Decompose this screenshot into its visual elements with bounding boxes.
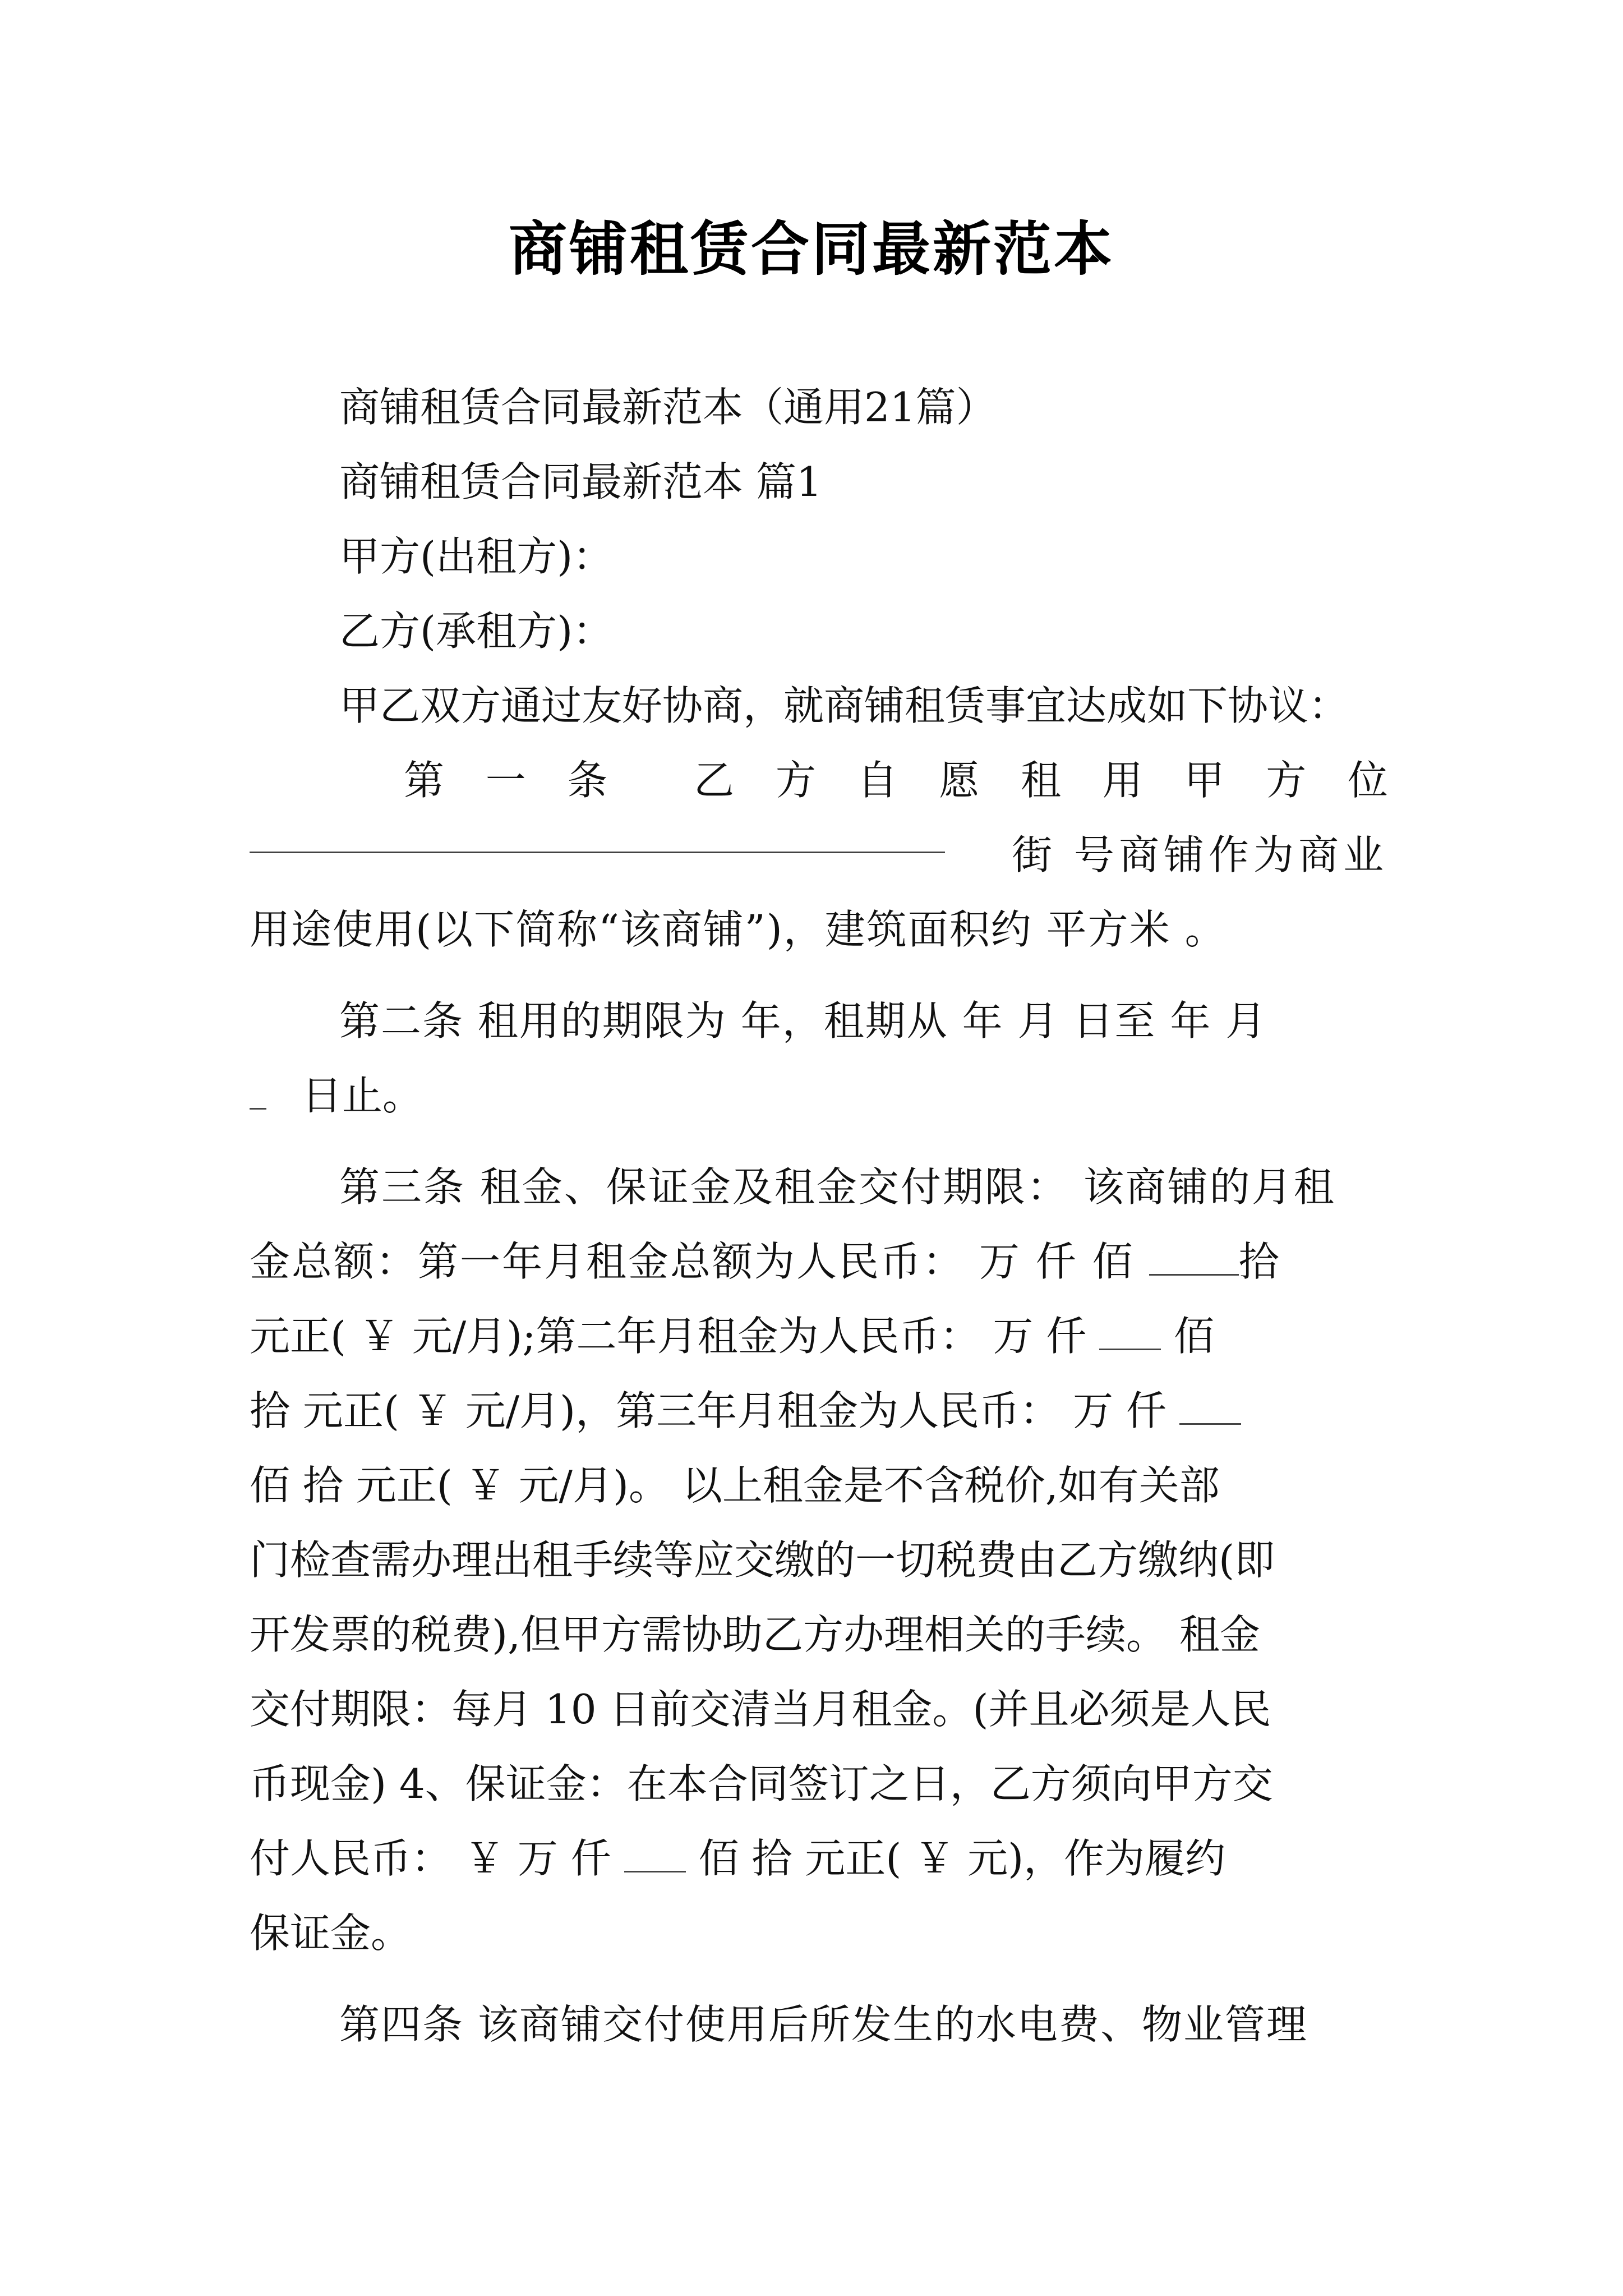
char: 自	[857, 757, 898, 804]
article-one-line	[250, 743, 1388, 818]
paragraph-line: 乙方(承租方)：	[339, 608, 614, 655]
line-text: 拾	[1238, 1238, 1279, 1285]
paragraph-line: 甲方(出租方)：	[339, 533, 614, 580]
paragraph-line: 交付期限：每月 10 日前交清当月租金。(并且必须是人民	[250, 1686, 1271, 1733]
paragraph-line: 佰 拾 元正( ￥ 元/月)。 以上租金是不含税价,如有关部	[250, 1462, 1220, 1509]
char: 方	[775, 757, 816, 804]
line-text: 拾 元正( ￥ 元/月)，第三年月租金为人民币： 万 仟	[250, 1387, 1179, 1434]
paragraph-line: 币现金) 4、保证金：在本合同签订之日，乙方须向甲方交	[250, 1760, 1273, 1807]
paragraph-line: 用途使用(以下简称“该商铺”)，建筑面积约 平方米 。	[250, 906, 1227, 953]
paragraph-line: 第四条 该商铺交付使用后所发生的水电费、物业管理	[339, 2001, 1308, 2048]
fill-blank	[250, 818, 945, 853]
line-text: 街 号商铺作为商业	[1012, 831, 1388, 878]
paragraph-line: 第二条 租用的期限为 年，租期从 年 月 日至 年 月	[339, 997, 1267, 1045]
char: 位	[1347, 757, 1388, 804]
char: 租	[1021, 757, 1062, 804]
char: 条	[567, 757, 608, 804]
paragraph-line: 甲乙双方通过友好协商，就商铺租赁事宜达成如下协议：	[339, 682, 1349, 729]
line-text: 金总额：第一年月租金总额为人民币： 万 仟 佰	[250, 1238, 1149, 1285]
paragraph-line: 保证金。	[250, 1910, 412, 1957]
char: 第	[404, 757, 445, 804]
char: 愿	[939, 757, 980, 804]
fill-blank	[250, 1074, 266, 1110]
char: 一	[485, 757, 526, 804]
line-text: 付人民币： ￥ 万 仟	[250, 1835, 624, 1882]
line-text: 佰 拾 元正( ￥ 元)，作为履约	[685, 1835, 1226, 1882]
line-text: 元正( ￥ 元/月);第二年月租金为人民币： 万 仟	[250, 1313, 1100, 1360]
char: 甲	[1184, 757, 1225, 804]
document-body	[250, 370, 1388, 2062]
document-title: 商铺租赁合同最新范本	[508, 215, 1114, 283]
fill-blank	[1149, 1240, 1239, 1276]
char: 方	[1266, 757, 1307, 804]
line-text: 佰	[1161, 1313, 1215, 1360]
paragraph-line: 门检查需办理出租手续等应交缴的一切税费由乙方缴纳(即	[250, 1536, 1275, 1584]
paragraph-line	[250, 1225, 1388, 1299]
paragraph-line	[250, 1059, 1388, 1133]
paragraph-line: 开发票的税费),但甲方需协助乙方办理相关的手续。 租金	[250, 1611, 1260, 1658]
paragraph-line	[250, 1299, 1388, 1374]
char: 用	[1102, 757, 1143, 804]
paragraph-line: 第三条 租金、保证金及租金交付期限： 该商铺的月租	[339, 1163, 1336, 1211]
paragraph-line	[250, 818, 1388, 892]
paragraph-line: 商铺租赁合同最新范本 篇1	[339, 458, 822, 505]
fill-blank	[1099, 1315, 1161, 1350]
fill-blank	[624, 1837, 686, 1872]
paragraph-line: 商铺租赁合同最新范本（通用21篇）	[339, 384, 997, 431]
paragraph-line	[250, 1374, 1388, 1448]
fill-blank	[1179, 1389, 1241, 1425]
char: 乙	[694, 757, 735, 804]
paragraph-line	[250, 1821, 1388, 1896]
line-text: 日止。	[301, 1072, 423, 1119]
